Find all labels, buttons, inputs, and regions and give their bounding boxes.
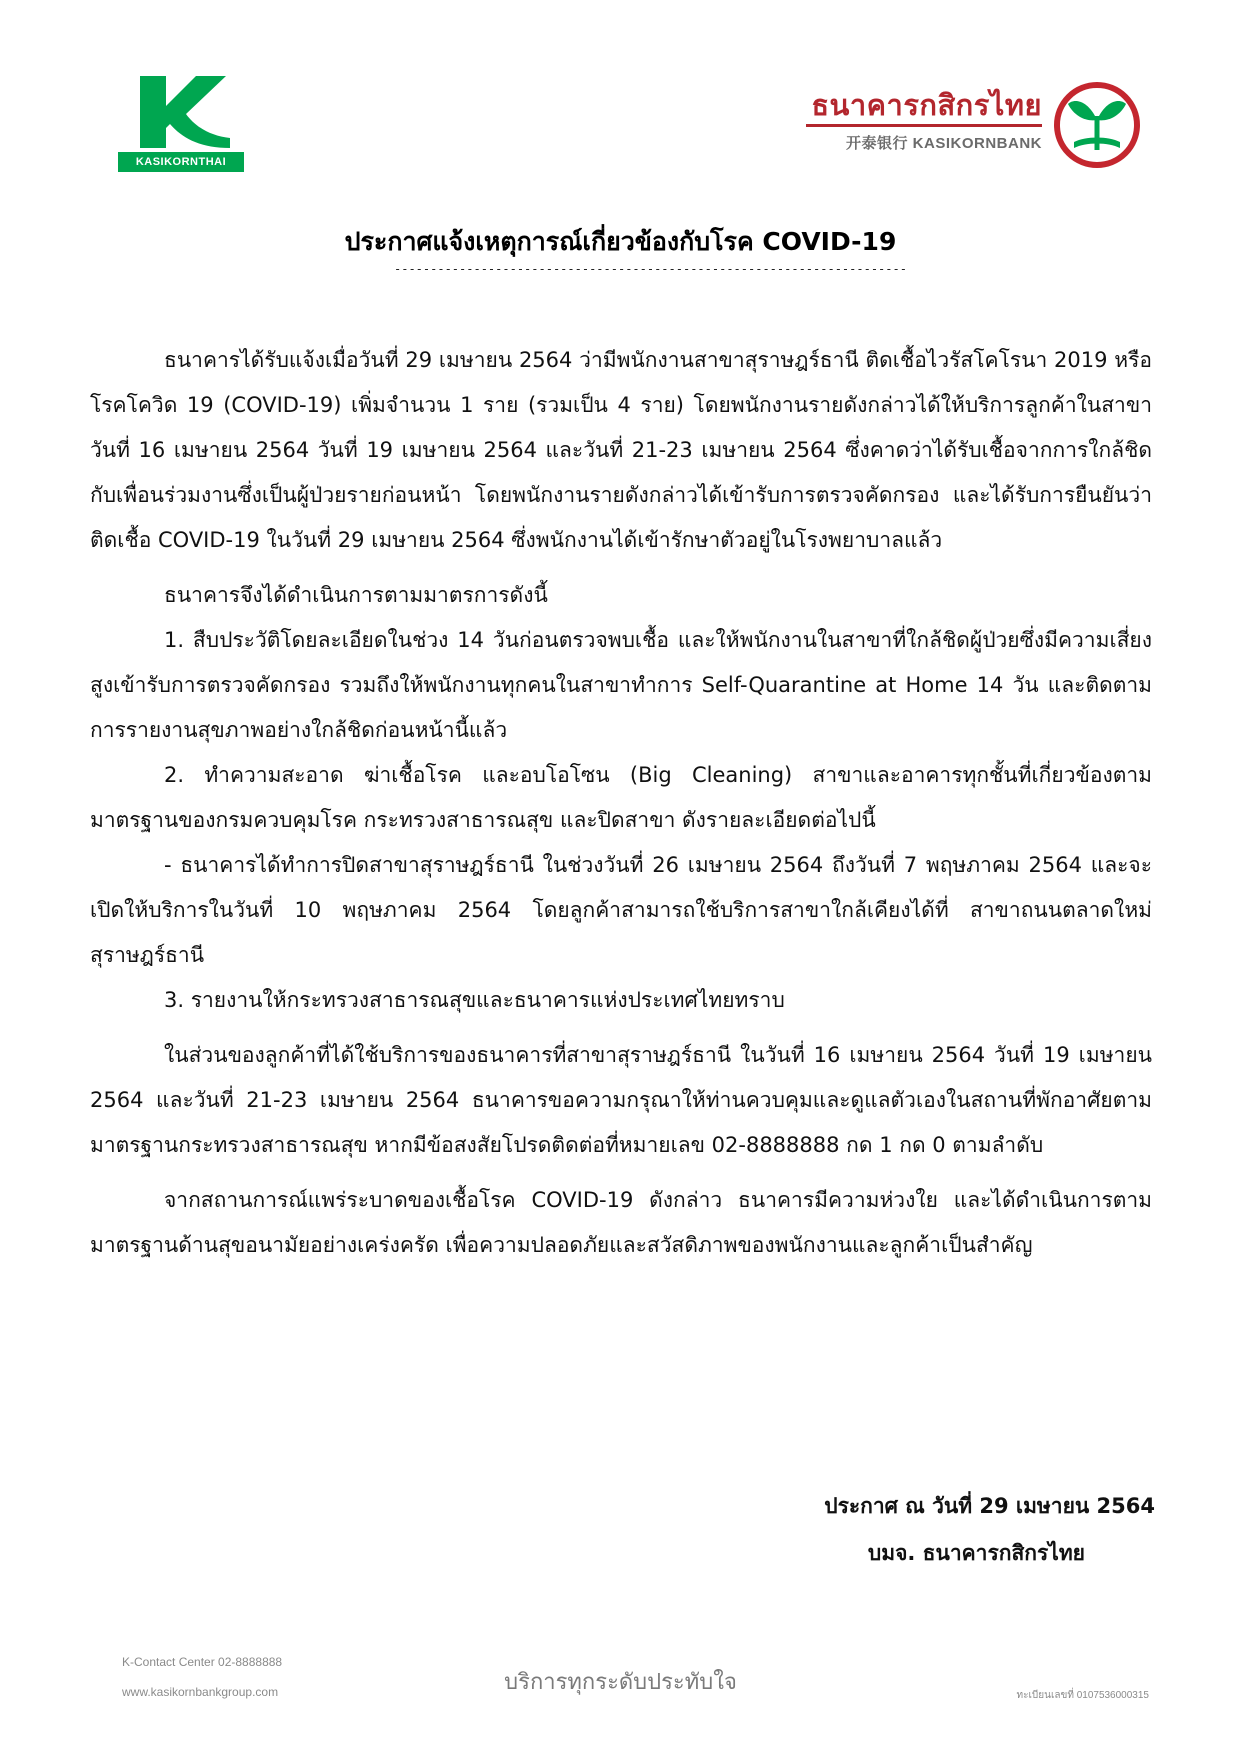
paragraph-customers: ในส่วนของลูกค้าที่ได้ใช้บริการของธนาคารที่สาขาสุราษฎร์ธานี ในวันที่ 16 เมษายน 2564 วันที่ 19 เมษายน 2564 และวันที่ 21-23 เมษายน 2564 ธนาคารขอความกรุณาให้ท่านควบคุมและดูแลตัวเองในสถานที่พักอาศัยตามมาตรฐานกระทรวงสาธารณสุข หากมีข้อสงสัยโปรดติดต่อที่หมายเลข 02-8888888 กด 1 กด 0 ตามลำดับ	[90, 1043, 1152, 1157]
title-underline: -----------------------------------------------------------------------	[394, 262, 907, 276]
bank-name-thai: ธนาคารกสิกรไทย	[811, 88, 1042, 122]
footer-website: www.kasikornbankgroup.com	[122, 1685, 279, 1699]
footer-slogan: บริการทุกระดับประทับใจ	[504, 1670, 737, 1695]
measure-item-3: 3. รายงานให้กระทรวงสาธารณสุขและธนาคารแห่งประเทศไทยทราบ	[164, 988, 785, 1012]
bank-name-english: 开泰银行 KASIKORNBANK	[845, 135, 1042, 152]
kasikornthai-logo	[118, 72, 248, 172]
announcement-date: ประกาศ ณ วันที่ 29 เมษายน 2564	[824, 1494, 1155, 1518]
kbank-seal-icon	[1052, 80, 1142, 170]
announcement-body	[90, 338, 1152, 1268]
bank-name-divider	[806, 124, 1042, 127]
paragraph-closing: จากสถานการณ์แพร่ระบาดของเชื้อโรค COVID-19 ดังกล่าว ธนาคารมีความห่วงใย และได้ดำเนินการตามมาตรฐานด้านสุขอนามัยอย่างเคร่งครัด เพื่อความปลอดภัยและสวัสดิภาพของพนักงานและลูกค้าเป็นสำคัญ	[90, 1188, 1152, 1257]
page-title: ประกาศแจ้งเหตุการณ์เกี่ยวข้องกับโรค COVID-19	[344, 227, 897, 256]
k-logo-icon	[126, 72, 236, 150]
kasikornthai-wordmark: KASIKORNTHAI	[118, 152, 244, 172]
paragraph-measures-intro: ธนาคารจึงได้ดำเนินการตามมาตรการดังนี้	[164, 583, 548, 607]
measure-item-1: 1. สืบประวัติโดยละเอียดในช่วง 14 วันก่อนตรวจพบเชื้อ และให้พนักงานในสาขาที่ใกล้ชิดผู้ป่วยซึ่งมีความเสี่ยงสูงเข้ารับการตรวจคัดกรอง รวมถึงให้พนักงานทุกคนในสาขาทำการ Self-Quarantine at Home 14 วัน และติดตามการรายงานสุขภาพอย่างใกล้ชิดก่อนหน้านี้แล้ว	[90, 628, 1152, 742]
paragraph-incident: ธนาคารได้รับแจ้งเมื่อวันที่ 29 เมษายน 2564 ว่ามีพนักงานสาขาสุราษฎร์ธานี ติดเชื้อไวรัสโคโรนา 2019 หรือโรคโควิด 19 (COVID-19) เพิ่มจำนวน 1 ราย (รวมเป็น 4 ราย) โดยพนักงานรายดังกล่าวได้ให้บริการลูกค้าในสาขา วันที่ 16 เมษายน 2564 วันที่ 19 เมษายน 2564 และวันที่ 21-23 เมษายน 2564 ซึ่งคาดว่าได้รับเชื้อจากการใกล้ชิดกับเพื่อนร่วมงานซึ่งเป็นผู้ป่วยรายก่อนหน้า โดยพนักงานรายดังกล่าวได้เข้ารับการตรวจคัดกรอง และได้รับการยืนยันว่าติดเชื้อ COVID-19 ในวันที่ 29 เมษายน 2564 ซึ่งพนักงานได้เข้ารักษาตัวอยู่ในโรงพยาบาลแล้ว	[90, 348, 1152, 552]
measure-item-2: 2. ทำความสะอาด ฆ่าเชื้อโรค และอบโอโซน (Big Cleaning) สาขาและอาคารทุกชั้นที่เกี่ยวข้องตามมาตรฐานของกรมควบคุมโรค กระทรวงสาธารณสุข และปิดสาขา ดังรายละเอียดต่อไปนี้	[90, 763, 1152, 832]
footer-contact-center: K-Contact Center 02-8888888	[122, 1655, 283, 1669]
company-signature: บมจ. ธนาคารกสิกรไทย	[867, 1541, 1085, 1565]
footer-registration-number: ทะเบียนเลขที่ 0107536000315	[1016, 1690, 1149, 1701]
measure-item-2-sub: - ธนาคารได้ทำการปิดสาขาสุราษฎร์ธานี ในช่วงวันที่ 26 เมษายน 2564 ถึงวันที่ 7 พฤษภาคม 2564 และจะเปิดให้บริการในวันที่ 10 พฤษภาคม 2564 โดยลูกค้าสามารถใช้บริการสาขาใกล้เคียงได้ที่ สาขาถนนตลาดใหม่ สุราษฎร์ธานี	[90, 853, 1152, 967]
kasikornbank-logo	[792, 80, 1162, 170]
